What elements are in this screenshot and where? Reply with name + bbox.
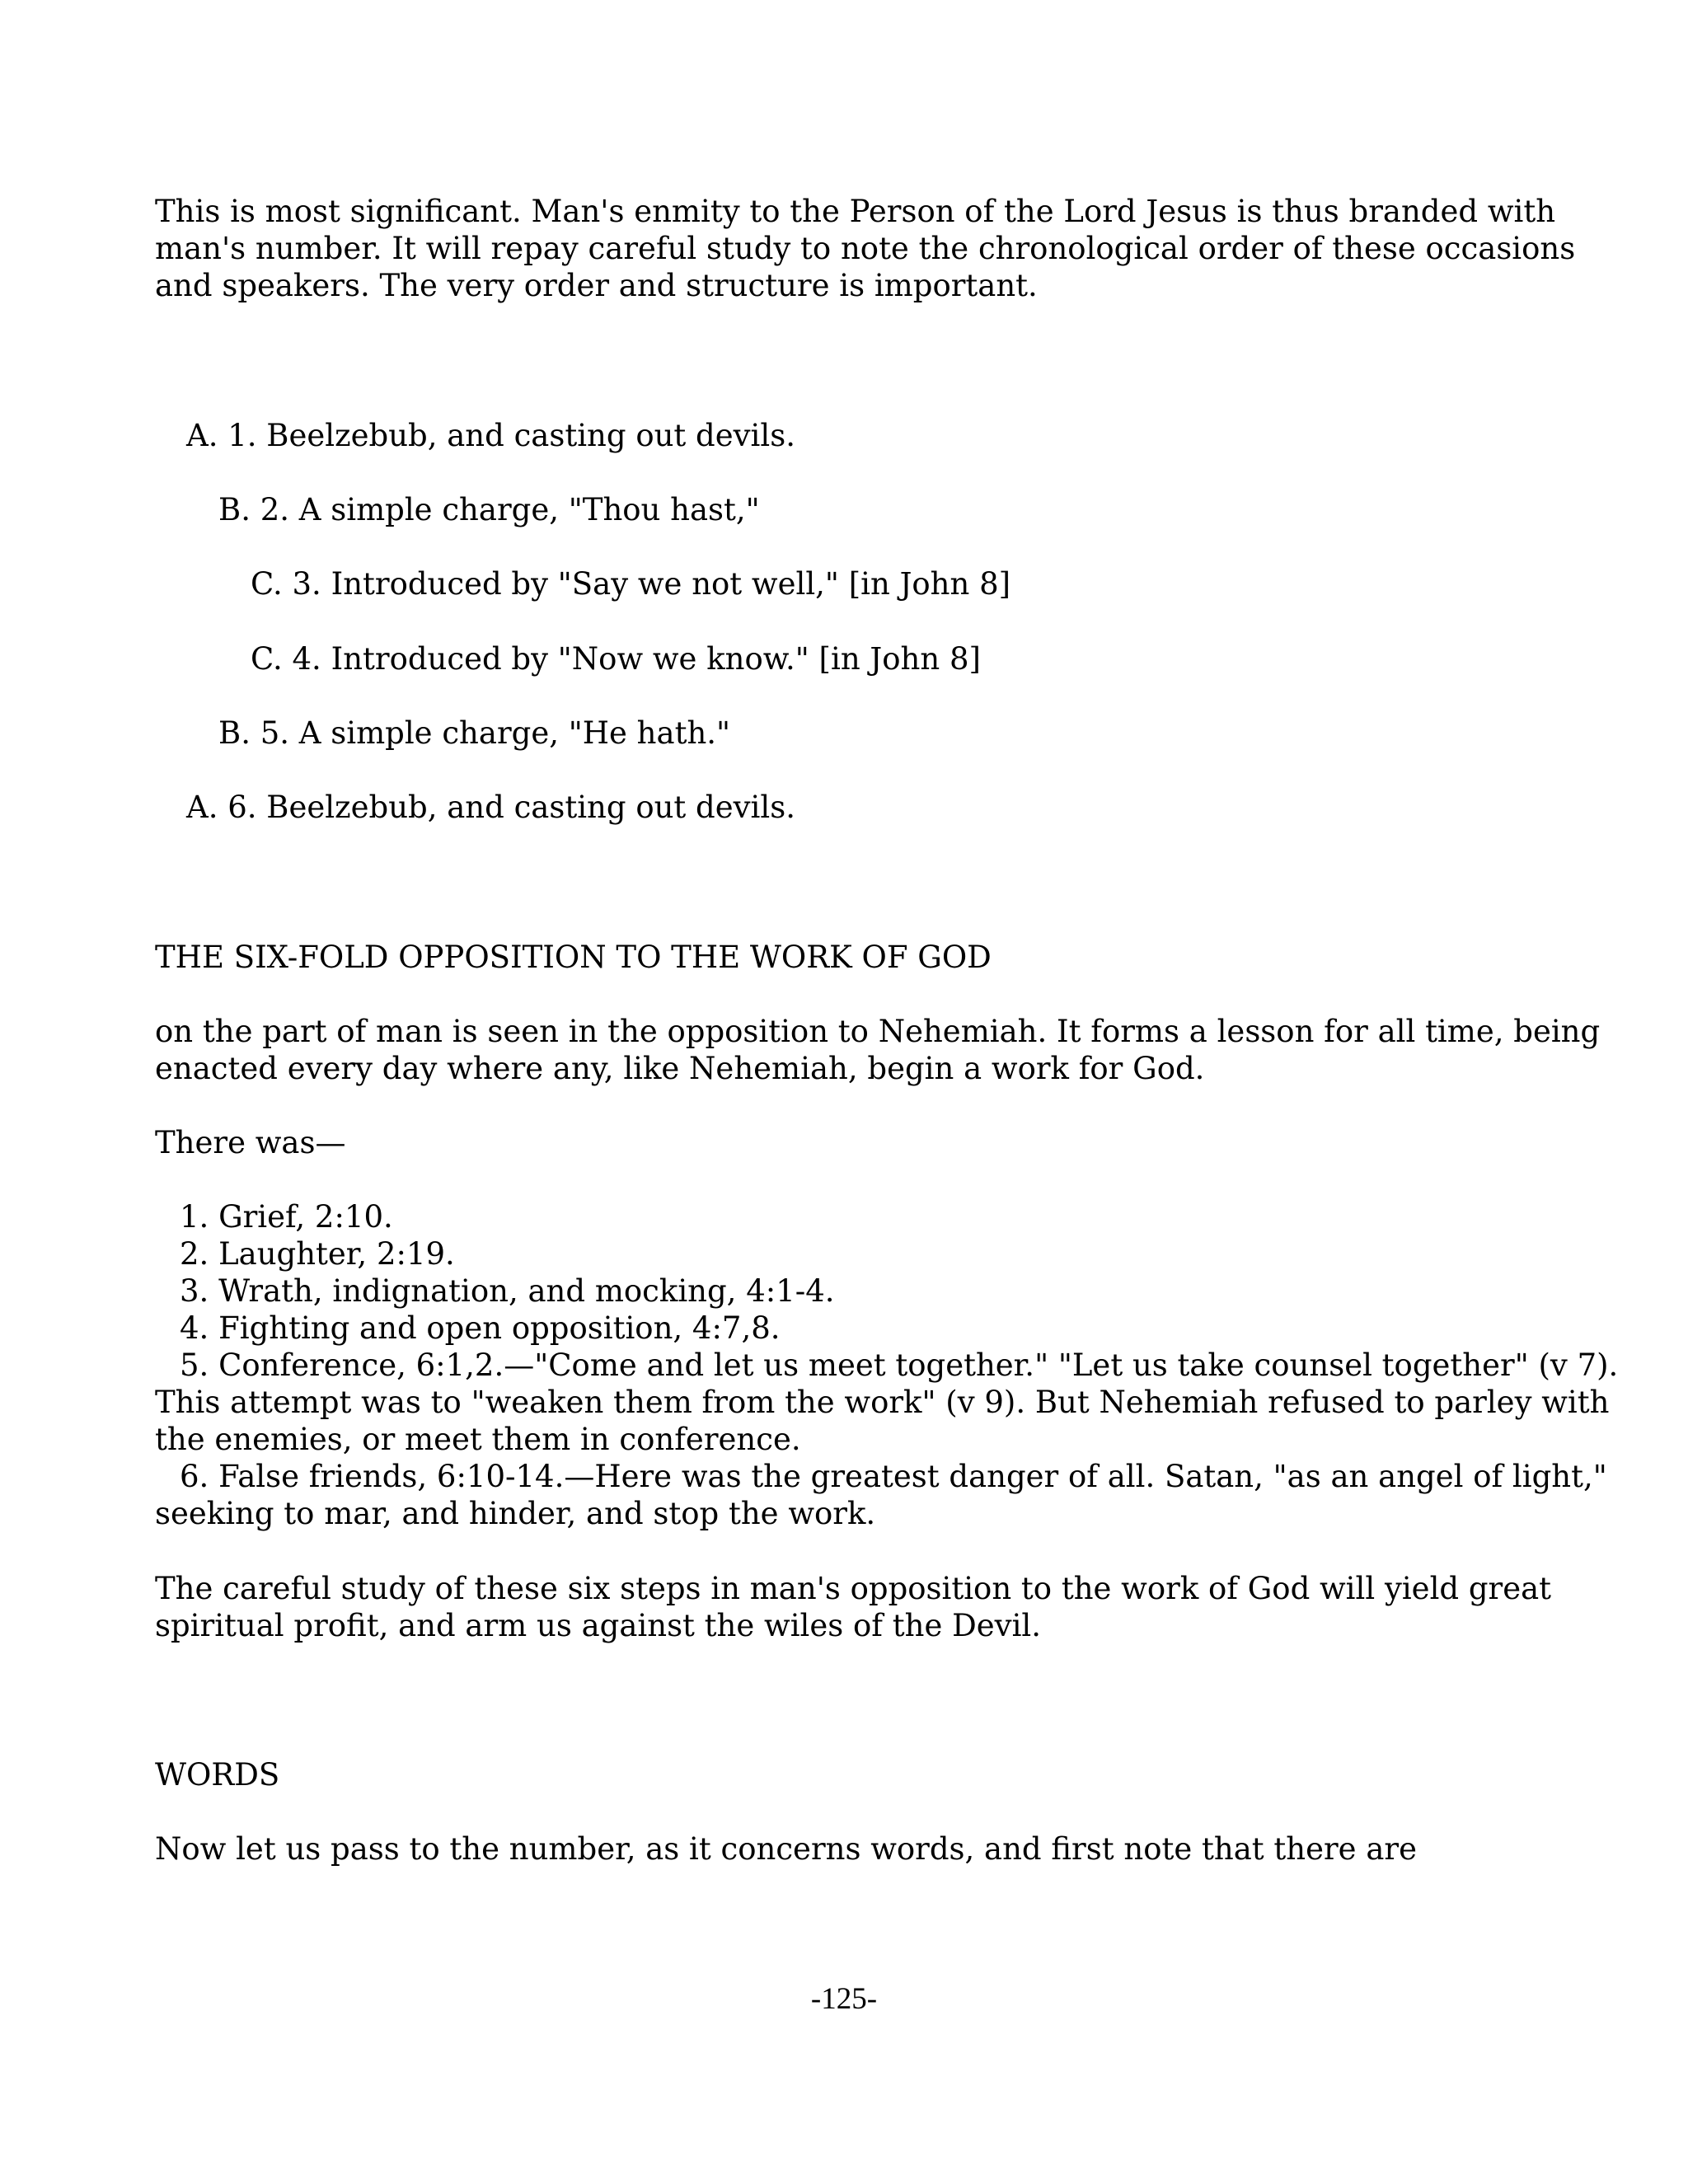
list-item: 5. Conference, 6:1,2.—"Come and let us meet together." "Let us take counsel together" (v 7). [180,1347,1619,1383]
paragraph-nehemiah [155,1013,1601,1087]
text-line: spiritual profit, and arm us against the wiles of the Devil. [155,1608,1042,1643]
text-line: enacted every day where any, like Nehemiah, begin a work for God. [155,1051,1205,1086]
list-item: 3. Wrath, indignation, and mocking, 4:1-4. [180,1273,835,1309]
list-item: 6. False friends, 6:10-14.—Here was the greatest danger of all. Satan, "as an angel of light," [180,1459,1607,1494]
text-line: on the part of man is seen in the opposition to Nehemiah. It forms a lesson for all time, being [155,1014,1601,1049]
text-line: This is most significant. Man's enmity to the Person of the Lord Jesus is thus branded with [155,194,1556,229]
structure-line-b2: B. 2. A simple charge, "Thou hast," [218,492,760,527]
structure-line-c4: C. 4. Introduced by "Now we know." [in John 8] [251,641,981,677]
paragraph-words-intro: Now let us pass to the number, as it concerns words, and first note that there are [155,1831,1417,1867]
text-line: and speakers. The very order and structure is important. [155,268,1038,303]
list-item-continuation: This attempt was to "weaken them from the work" (v 9). But Nehemiah refused to parley with [155,1385,1610,1420]
paragraph-intro [155,193,1576,304]
structure-line-a6: A. 6. Beelzebub, and casting out devils. [186,790,795,825]
list-item-continuation: the enemies, or meet them in conference. [155,1422,801,1457]
section-heading-six-fold-opposition: THE SIX-FOLD OPPOSITION TO THE WORK OF GOD [155,940,992,975]
list-item: 2. Laughter, 2:19. [180,1236,455,1272]
text-line: man's number. It will repay careful study to note the chronological order of these occasions [155,231,1576,266]
list-item: 4. Fighting and open opposition, 4:7,8. [180,1310,781,1346]
page-number: -125- [810,1982,878,2016]
opposition-list [155,1198,1619,1532]
list-item: 1. Grief, 2:10. [180,1199,393,1235]
text-line: The careful study of these six steps in man's opposition to the work of God will yield great [155,1571,1552,1606]
there-was-line: There was— [155,1125,346,1160]
section-heading-words: WORDS [155,1757,280,1793]
paragraph-careful-study [155,1570,1552,1644]
structure-line-b5: B. 5. A simple charge, "He hath." [218,715,731,751]
structure-line-a1: A. 1. Beelzebub, and casting out devils. [186,418,795,453]
list-item-continuation: seeking to mar, and hinder, and stop the work. [155,1496,876,1531]
structure-line-c3: C. 3. Introduced by "Say we not well," [in John 8] [251,566,1011,602]
